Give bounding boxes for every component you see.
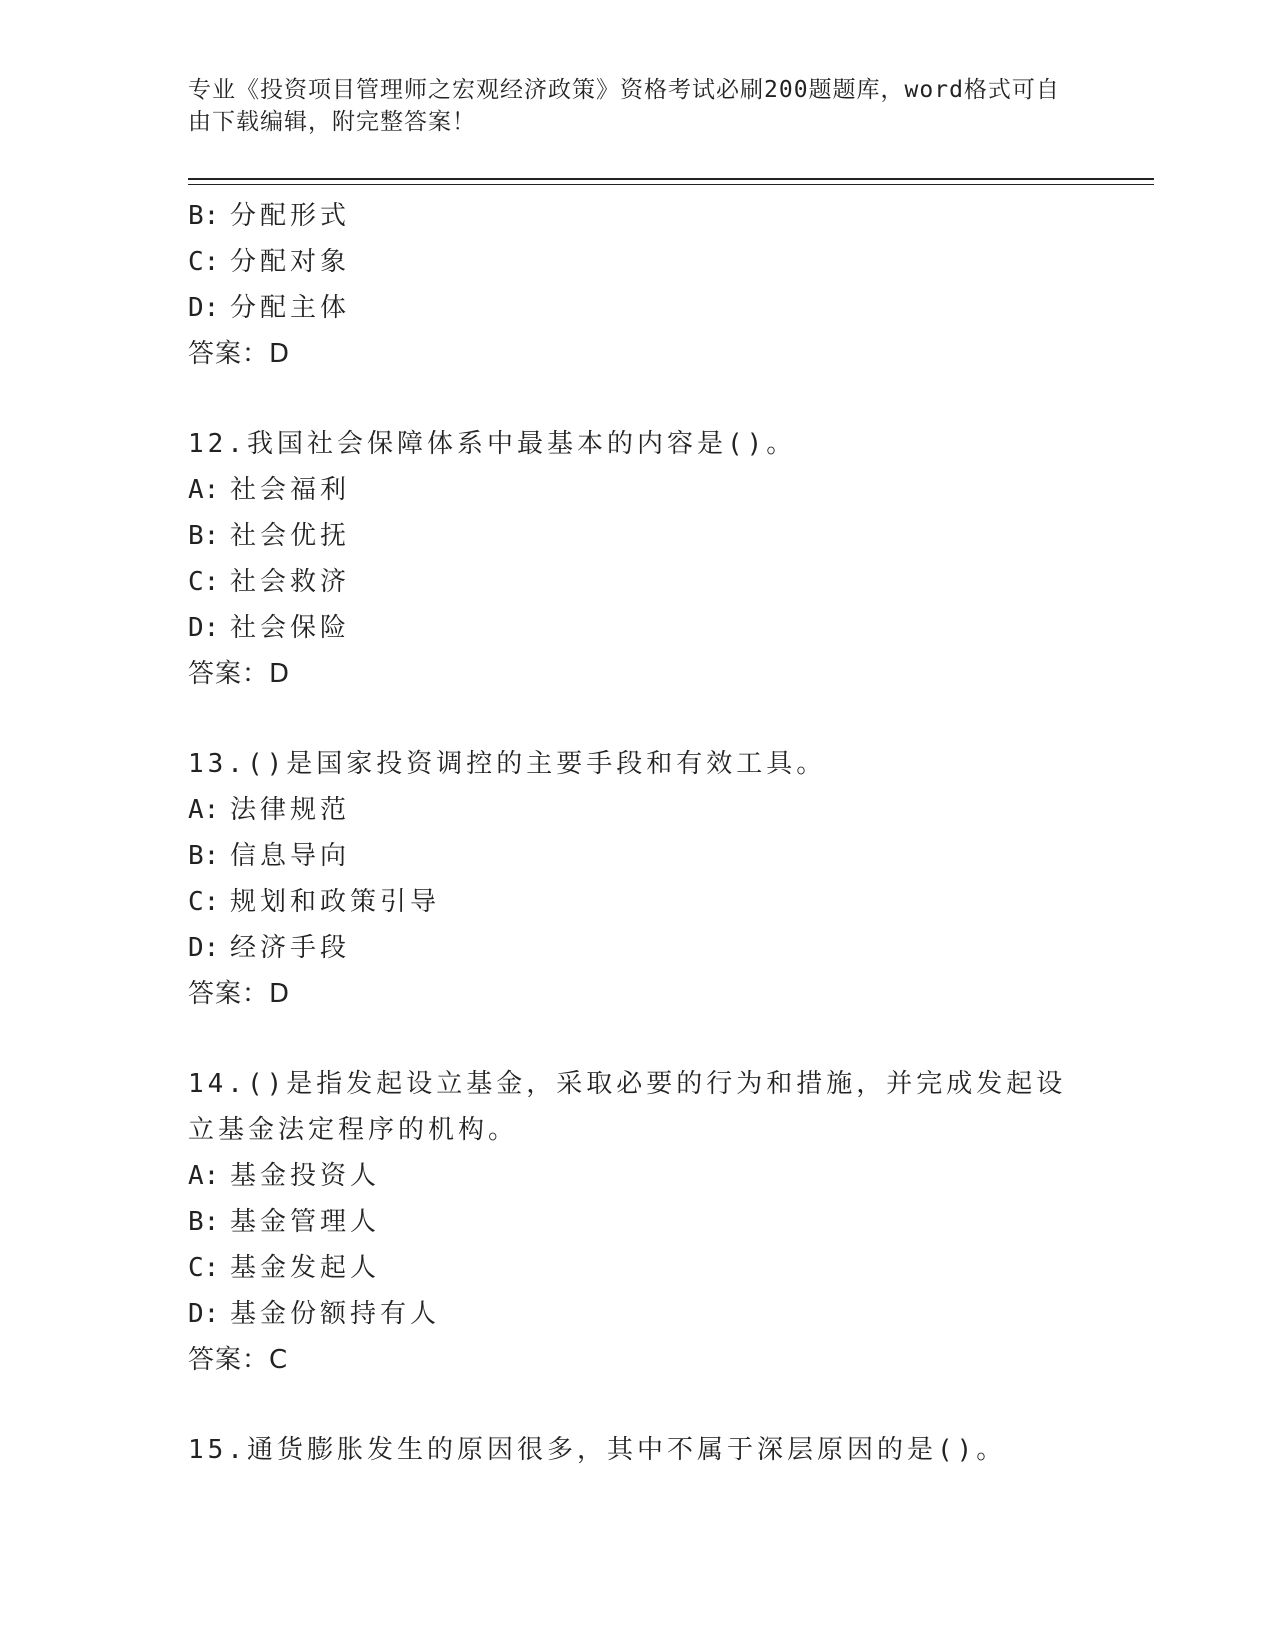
option-c xyxy=(188,879,1088,925)
option-label: A: xyxy=(188,795,220,825)
option-a xyxy=(188,1153,1088,1199)
page-header: 专业《投资项目管理师之宏观经济政策》资格考试必刷200题题库，word格式可自由下载编辑，附完整答案！ xyxy=(188,77,1060,135)
answer-line: 答案：C xyxy=(188,1345,289,1375)
option-label: A: xyxy=(188,475,220,505)
option-text: 法律规范 xyxy=(230,795,351,825)
option-text: 社会保险 xyxy=(230,613,351,643)
question-15 xyxy=(188,1427,1088,1473)
option-d xyxy=(188,605,1088,651)
option-label: C: xyxy=(188,247,220,277)
answer-line: 答案：D xyxy=(188,979,291,1009)
option-d xyxy=(188,285,1088,331)
option-label: B: xyxy=(188,841,220,871)
answer-line: 答案：D xyxy=(188,339,291,369)
option-text: 信息导向 xyxy=(230,841,351,871)
option-text: 分配对象 xyxy=(230,247,351,277)
option-label: D: xyxy=(188,293,220,323)
option-label: A: xyxy=(188,1161,220,1191)
option-label: D: xyxy=(188,613,220,643)
option-label: D: xyxy=(188,933,220,963)
question-stem: 13.()是国家投资调控的主要手段和有效工具。 xyxy=(188,749,827,779)
header-rule-thin xyxy=(188,184,1154,185)
option-text: 基金管理人 xyxy=(230,1207,381,1237)
option-d xyxy=(188,1291,1088,1337)
option-text: 基金份额持有人 xyxy=(230,1299,441,1329)
option-label: C: xyxy=(188,567,220,597)
question-14 xyxy=(188,1061,1088,1383)
option-b xyxy=(188,513,1088,559)
option-label: C: xyxy=(188,887,220,917)
option-text: 基金发起人 xyxy=(230,1253,381,1283)
option-b xyxy=(188,193,1088,239)
option-b xyxy=(188,833,1088,879)
option-text: 社会福利 xyxy=(230,475,351,505)
option-text: 社会优抚 xyxy=(230,521,351,551)
question-list xyxy=(188,193,1088,1473)
option-text: 基金投资人 xyxy=(230,1161,381,1191)
question-stem: 15.通货膨胀发生的原因很多，其中不属于深层原因的是()。 xyxy=(188,1435,1007,1465)
option-label: B: xyxy=(188,1207,220,1237)
option-text: 规划和政策引导 xyxy=(230,887,441,917)
answer-line: 答案：D xyxy=(188,659,291,689)
question-12 xyxy=(188,421,1088,697)
question-13 xyxy=(188,741,1088,1017)
question-stem: 12.我国社会保障体系中最基本的内容是()。 xyxy=(188,429,797,459)
option-label: C: xyxy=(188,1253,220,1283)
option-b xyxy=(188,1199,1088,1245)
option-text: 分配形式 xyxy=(230,201,351,231)
question-stem: 14.()是指发起设立基金，采取必要的行为和措施，并完成发起设立基金法定程序的机构。 xyxy=(188,1069,1067,1145)
partial-question xyxy=(188,193,1088,377)
option-c xyxy=(188,1245,1088,1291)
option-label: D: xyxy=(188,1299,220,1329)
header-rule-thick xyxy=(188,178,1154,180)
option-text: 分配主体 xyxy=(230,293,351,323)
option-d xyxy=(188,925,1088,971)
option-label: B: xyxy=(188,201,220,231)
option-text: 社会救济 xyxy=(230,567,351,597)
option-label: B: xyxy=(188,521,220,551)
option-text: 经济手段 xyxy=(230,933,351,963)
option-a xyxy=(188,467,1088,513)
option-c xyxy=(188,239,1088,285)
option-c xyxy=(188,559,1088,605)
option-a xyxy=(188,787,1088,833)
